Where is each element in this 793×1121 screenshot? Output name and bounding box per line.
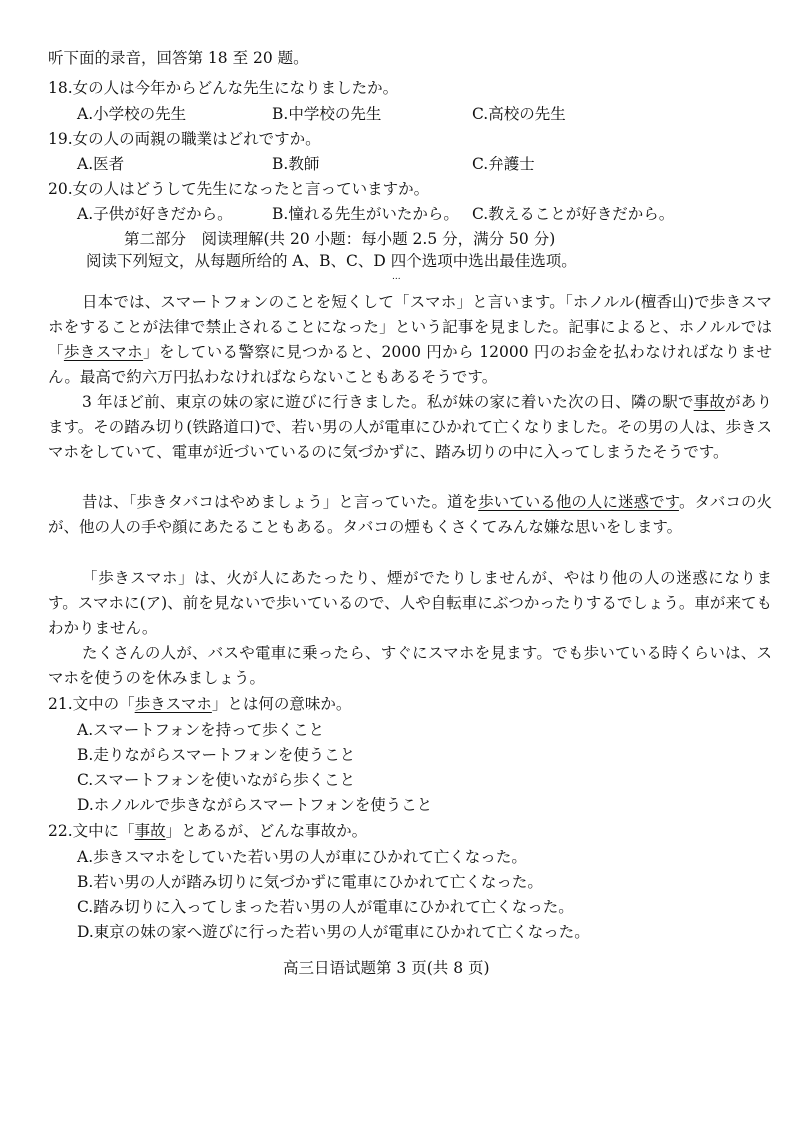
underlined-meiwaku: 歩いている他の人に迷惑です <box>478 493 679 511</box>
page-footer: 高三日语试题第 3 页(共 8 页) <box>283 959 490 977</box>
q19-option-b: B.教師 <box>272 155 320 173</box>
q22-option-b: B.若い男の人が踏み切りに気づかずに電車にひかれて亡くなった。 <box>77 873 543 891</box>
question-22: 22.文中に「事故」とあるが、どんな事故か。 <box>48 822 368 840</box>
q21-option-c: C.スマートフォンを使いながら歩くこと <box>77 771 356 789</box>
underlined-aruki-sumaho: 歩きスマホ <box>63 343 144 361</box>
question-18: 18.女の人は今年からどんな先生になりましたか。 <box>48 79 399 97</box>
question-19: 19.女の人の両親の職業はどれですか。 <box>48 130 321 148</box>
q18-option-c: C.高校の先生 <box>472 105 566 123</box>
q19-option-a: A.医者 <box>77 155 125 173</box>
q21-option-d: D.ホノルルで歩きながらスマートフォンを使うこと <box>77 796 433 814</box>
passage-paragraph-5: たくさんの人が、バスや電車に乗ったら、すぐにスマホを見ます。でも歩いている時くらいは、スマホを使うのを休みましょう。 <box>48 644 772 687</box>
underlined-jiko: 事故 <box>693 393 726 411</box>
page-mark: ... <box>392 272 401 282</box>
q20-option-a: A.子供が好きだから。 <box>77 205 233 223</box>
passage-paragraph-4: 「歩きスマホ」は、火が人にあたったり、煙がでたりしませんが、やはり他の人の迷惑になります。スマホに(ア)、前を見ないで歩いているので、人や自転車にぶつかったりするでしょう。車が来てもわかりません。 <box>48 569 772 637</box>
q20-option-c: C.教えることが好きだから。 <box>472 205 675 223</box>
q20-option-b: B.憧れる先生がいたから。 <box>272 205 459 223</box>
q22-option-c: C.踏み切りに入ってしまった若い男の人が電車にひかれて亡くなった。 <box>77 898 574 916</box>
q18-option-a: A.小学校の先生 <box>77 105 187 123</box>
question-21: 21.文中の「歩きスマホ」とは何の意味か。 <box>48 695 352 713</box>
section-title: 第二部分 阅读理解(共 20 小题：每小题 2.5 分，满分 50 分) <box>124 230 556 248</box>
passage-paragraph-3: 昔は、「歩きタバコはやめましょう」と言っていた。道を歩いている他の人に迷惑です。タバコの火が、他の人の手や顔にあたることもある。タバコの煙もくさくてみんな嫌な思いをします。 <box>48 493 772 536</box>
q22-option-d: D.東京の妹の家へ遊びに行った若い男の人が電車にひかれて亡くなった。 <box>77 923 590 941</box>
q21-option-b: B.走りながらスマートフォンを使うこと <box>77 746 356 764</box>
q19-option-c: C.弁護士 <box>472 155 535 173</box>
passage-paragraph-1: 日本では、スマートフォンのことを短くして「スマホ」と言います。「ホノルル(檀香山)で歩きスマホをすることが法律で禁止されることになった」という記事を見ました。記事によると、ホノルルでは「歩きスマホ」をしている警察に見つかると、2000 円から 12000 円のお金を払わなければなりません。最高で約六万円払わなければならないこともあるそうです。 <box>48 293 772 386</box>
listening-instruction: 听下面的录音，回答第 18 至 20 题。 <box>48 49 309 67</box>
q21-option-a: A.スマートフォンを持って歩くこと <box>77 721 325 739</box>
q18-option-b: B.中学校の先生 <box>272 105 382 123</box>
question-20: 20.女の人はどうして先生になったと言っていますか。 <box>48 180 430 198</box>
q22-option-a: A.歩きスマホをしていた若い男の人が車にひかれて亡くなった。 <box>77 848 527 866</box>
passage-paragraph-2: 3 年ほど前、東京の妹の家に遊びに行きました。私が妹の家に着いた次の日、隣の駅で事故があります。その踏み切り(铁路道口)で、若い男の人が電車にひかれて亡くなりました。その男の人は、歩きスマホをしていて、電車が近づいているのに気づかずに、踏み切りの中に入ってしまうたそうです。 <box>48 393 772 461</box>
section-instruction: 阅读下列短文，从每题所给的 A、B、C、D 四个选项中选出最佳选项。 <box>86 252 577 270</box>
